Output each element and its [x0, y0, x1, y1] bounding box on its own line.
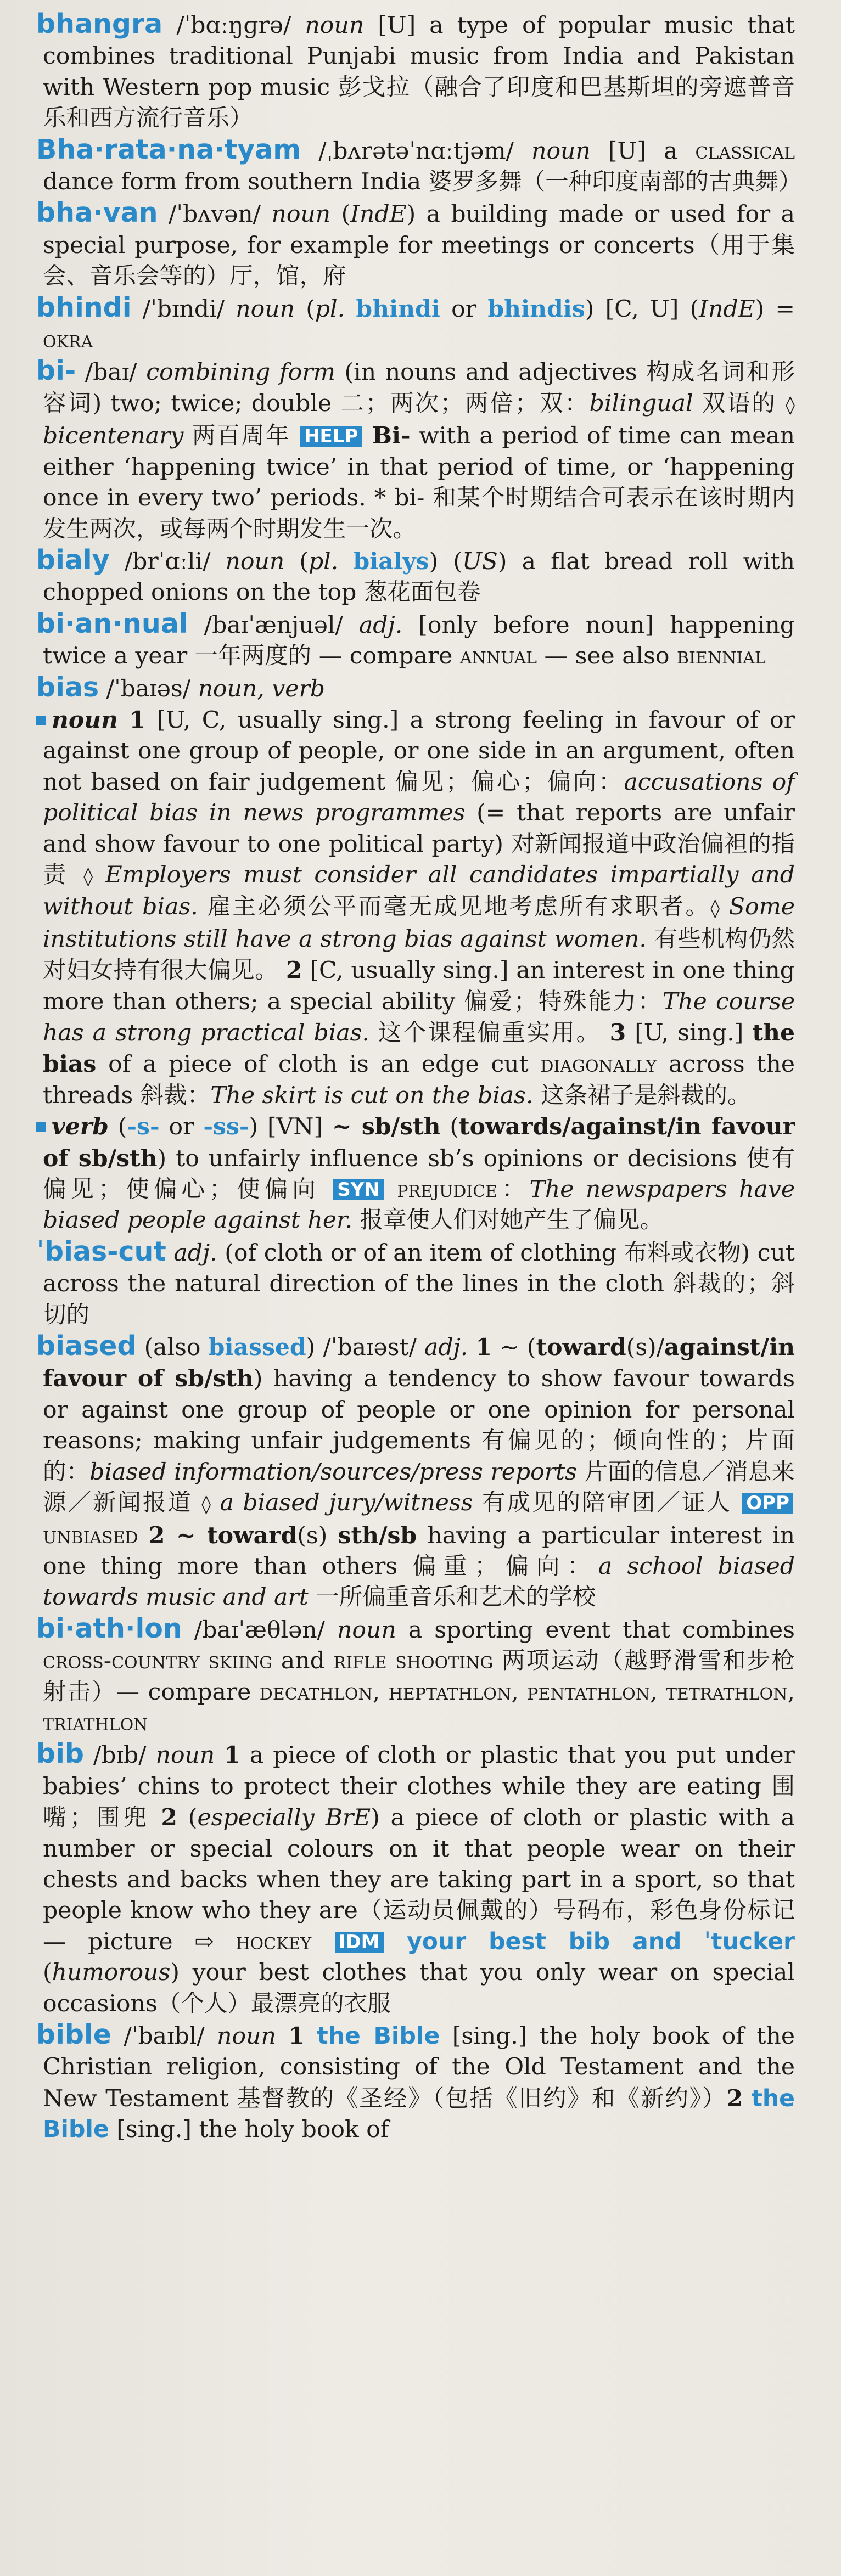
entry-text: ) your best clothes that you only wear on special occasions（个人）最漂亮的衣服	[43, 1959, 795, 2017]
entry-text: a sporting event that combines	[396, 1616, 795, 1644]
entry-text	[138, 1522, 149, 1549]
entry-text: or	[159, 1113, 204, 1141]
dictionary-entry	[36, 197, 795, 292]
headword: bib	[36, 1738, 84, 1770]
dictionary-entry	[36, 1738, 795, 2020]
entry-text	[166, 1240, 174, 1267]
entry-text: [U, sing.]	[626, 1020, 753, 1047]
entry-text: 这个课程偏重实用。	[369, 1020, 610, 1047]
entry-text: (in nouns and adjectives 构成名词和形容词) two; twice; double 二；两次；两倍；双：	[43, 359, 795, 417]
variant-form: bhindi	[356, 295, 440, 323]
entry-text: ) a building made or used for a special purpose, for example for meetings or concerts（用于集会、音乐会等的）厅，馆，府	[43, 201, 795, 290]
entry-text: noun	[225, 548, 285, 575]
headword: bi·ath·lon	[36, 1612, 182, 1644]
entry-text: accusations of political bias in news programmes	[43, 768, 795, 827]
entry-text: noun	[155, 1742, 215, 1769]
entry-text	[345, 296, 356, 323]
dictionary-entry	[36, 671, 795, 705]
entry-text: (	[43, 1959, 52, 1987]
variant-form: -s-	[127, 1113, 160, 1141]
headword: bhangra	[36, 8, 163, 40]
entry-text: combining form	[146, 359, 335, 386]
entry-text: IndE	[350, 201, 407, 228]
entry-text: (	[177, 1804, 198, 1832]
entry-text: [sing.] the holy book of the Christian religion, consisting of the Old Testament and the New Testament 基督教的《圣经》（包括《旧约》和《新约》）	[43, 2023, 795, 2112]
entry-text: The skirt is cut on the bias.	[210, 1082, 534, 1109]
entry-text: noun	[236, 295, 295, 323]
entry-text: sth/sb	[338, 1521, 417, 1549]
variant-form: -ss-	[203, 1113, 249, 1141]
cross-reference: cross-country skiing	[43, 1647, 273, 1675]
dictionary-entry	[36, 1612, 795, 1739]
entry-text: /baɪ/	[76, 359, 147, 386]
entry-text: noun	[52, 706, 119, 734]
label-tag: IDM	[335, 1932, 384, 1953]
entry-text: noun	[217, 2023, 276, 2050]
entry-text: having a particular interest in one thing more than others 偏重；偏向：	[43, 1522, 795, 1580]
entry-text: [U] a	[590, 137, 696, 165]
headword: bialy	[36, 544, 110, 576]
entry-text: ) a flat bread roll with chopped onions on the top 葱花面包卷	[43, 548, 795, 606]
entry-text	[743, 2085, 752, 2112]
entry-text: 一所偏重音乐和艺术的学校	[308, 1584, 596, 1611]
entry-text: pl.	[308, 548, 339, 575]
entry-text: toward	[536, 1334, 626, 1362]
entry-text: 这条裙子是斜裁的。	[533, 1082, 751, 1109]
entry-text: Some institutions still have a strong bias against women.	[43, 893, 795, 953]
dictionary-entry	[43, 705, 795, 1111]
entry-text: and	[272, 1647, 334, 1675]
entry-text: ◊	[83, 865, 93, 887]
entry-text: noun, verb	[198, 675, 325, 702]
entry-text: ~ sb/sth	[332, 1113, 441, 1141]
entry-text: [U] a type of popular music that combines traditional Punjabi music from India and Pakistan with Western pop music 彭戈拉（融合了印度和巴基斯坦的旁遮普音乐和西方流行音乐）	[43, 12, 795, 132]
entry-text	[214, 1928, 236, 1955]
entry-text	[305, 2023, 317, 2050]
entry-text: 2	[285, 957, 302, 985]
entry-text: (	[284, 548, 309, 575]
cross-reference: rifle shooting	[333, 1647, 494, 1675]
entry-text: a piece of cloth or plastic that you put under babies’ chins to protect their clothes while they are eating 围嘴；围兜	[43, 1742, 795, 1832]
dictionary-entry	[36, 133, 802, 198]
entry-text: especially BrE	[197, 1804, 371, 1832]
entry-text: ) [C, U] (	[585, 295, 699, 323]
dictionary-entry	[36, 1330, 795, 1613]
sense-marker-square	[36, 1122, 46, 1132]
entry-text: (	[108, 1113, 127, 1141]
entry-text: ：	[497, 1176, 530, 1203]
entry-text: (s)/	[626, 1334, 665, 1362]
cross-reference: biennial	[677, 643, 766, 670]
entry-text: /baɪˈæθlən/	[182, 1616, 338, 1644]
entry-text	[338, 548, 353, 575]
entry-text: 雇主必须公平而毫无成见地考虑所有求职者。	[198, 893, 711, 921]
entry-text: bilingual	[589, 390, 693, 417]
variant-form: bialys	[353, 547, 429, 575]
entry-text: [only before noun] happening twice a year 一年两度的 — compare	[43, 611, 795, 670]
entry-text: a school biased towards music and art	[43, 1553, 795, 1611]
entry-text	[93, 862, 105, 888]
entry-text: ◊	[786, 393, 795, 416]
entry-text: 片面的信息／消息来源／新闻报道	[43, 1458, 795, 1517]
dictionary-entry	[36, 8, 795, 134]
entry-text: 1	[129, 706, 146, 734]
entry-text: noun	[531, 137, 591, 165]
entry-text: humorous	[52, 1959, 171, 1987]
headword: bible	[36, 2019, 111, 2050]
headword: bhindi	[36, 291, 132, 323]
headword: biased	[36, 1330, 137, 1362]
entry-text: — see also	[537, 643, 677, 670]
entry-text: with a period of time can mean either ‘happening twice’ in that period of time, or ‘happening once in every two’ periods. * bi- 和某个时期结合可表示在该时期内发生两次，或每两个时期发生一次。	[43, 423, 795, 543]
headword: bha·van	[36, 197, 158, 229]
entry-text: 3	[609, 1019, 626, 1047]
entry-text: 2 ~ toward	[148, 1521, 298, 1549]
dictionary-entry	[36, 291, 795, 356]
entry-text	[363, 423, 372, 449]
cross-reference: okra	[43, 327, 93, 354]
dictionary-entry	[43, 1111, 795, 1236]
entry-text: (s)	[297, 1522, 338, 1549]
entry-text: 报章使人们对她产生了偏见。	[352, 1207, 664, 1234]
entry-text: /ˈbɪndi/	[131, 295, 236, 323]
entry-text: /ˈbaɪəs/	[99, 675, 198, 702]
entry-text: adj.	[173, 1239, 217, 1267]
entry-text: (also	[136, 1334, 209, 1362]
variant-form: your best bib and ˈtucker	[407, 1928, 795, 1955]
entry-text	[385, 1176, 397, 1203]
label-tag: SYN	[333, 1179, 384, 1200]
label-tag: OPP	[742, 1493, 793, 1514]
entry-text: 有成见的陪审团／证人	[473, 1489, 741, 1517]
dictionary-entry	[36, 355, 795, 544]
entry-text: US	[462, 548, 498, 575]
entry-text: The newspapers have biased people against her.	[43, 1176, 795, 1234]
sense-marker-square	[36, 716, 46, 725]
entry-text: adj.	[358, 611, 403, 639]
dictionary-entry	[36, 544, 795, 609]
entry-text: the bias	[43, 1019, 795, 1078]
entry-text: (= that reports are unfair and show favour to one political party) 对新闻报道中政治偏袒的指责	[43, 800, 795, 888]
entry-text: pl.	[315, 295, 345, 323]
entry-text: ) [VN]	[249, 1113, 333, 1141]
entry-text: ◊	[201, 1493, 211, 1516]
entry-text: 双语的	[693, 390, 786, 417]
entry-text	[385, 1928, 407, 1955]
entry-text: ) =	[755, 295, 795, 323]
entry-text: 有些机构仍然对妇女持有很大偏见。	[43, 925, 795, 985]
entry-text: ) (	[429, 548, 462, 575]
entry-text	[215, 1742, 224, 1769]
entry-text: or	[440, 295, 488, 323]
entry-text: across the threads 斜裁：	[43, 1051, 795, 1109]
entry-text: 两项运动（越野滑雪和步枪射击）— compare	[43, 1647, 795, 1706]
dictionary-entry	[36, 2019, 795, 2146]
entry-text: ) a piece of cloth or plastic with a number or special colours on it that people wear on their chests and backs when they are taking part in a sport, so that people know who they are（运动员佩戴的）号码布，彩色身份标记 — picture	[43, 1804, 795, 1955]
headword: Bha·rata·na·tyam	[36, 133, 301, 165]
entry-text	[276, 2023, 288, 2050]
cross-reference: hockey	[236, 1928, 312, 1955]
variant-form: bhindis	[487, 295, 585, 323]
headword: bi-	[36, 355, 76, 387]
entry-text: /baɪˈænjuəl/	[188, 611, 359, 639]
entry-text: (	[440, 1113, 459, 1141]
entry-text: 两百周年	[183, 423, 299, 450]
variant-form: the Bible	[317, 2023, 440, 2050]
entry-text: IndE	[699, 295, 755, 323]
entry-text: bicentenary	[43, 423, 184, 450]
entry-text: ) /ˈbaɪəst/	[306, 1334, 425, 1362]
entry-text: [C, usually sing.] an interest in one thing more than others; a special ability 偏爱；特殊能力：	[43, 957, 795, 1015]
variant-form: the Bible	[43, 2085, 795, 2144]
entry-text	[118, 707, 129, 734]
entry-text	[720, 893, 729, 920]
entry-text: /brˈɑːli/	[109, 548, 226, 575]
entry-text	[468, 1334, 475, 1361]
entry-text: /ˈbɑːŋɡrə/	[162, 12, 305, 39]
cross-reference: annual	[459, 643, 537, 670]
entry-text: [U, C, usually sing.] a strong feeling in favour of or against one group of people, or one side in an argument, often not based on fair judgement 偏见；偏心；偏向：	[43, 706, 795, 796]
entry-text: 1	[288, 2022, 305, 2050]
entry-text: biased information/sources/press reports	[89, 1458, 577, 1486]
entry-text: noun	[271, 201, 331, 228]
entry-text: ◊	[710, 897, 720, 920]
cross-reference: classical	[695, 137, 795, 165]
dictionary-entry	[36, 608, 795, 672]
entry-text: 2	[161, 1804, 177, 1832]
entry-text: adj.	[424, 1334, 468, 1362]
dictionary-entry	[36, 1235, 795, 1331]
entry-text: dance form from southern India 婆罗多舞（一种印度南部的古典舞）	[43, 168, 802, 196]
entry-text: ⇨	[194, 1928, 214, 1955]
cross-reference: unbiased	[43, 1522, 138, 1549]
entry-text: against/in favour of sb/sth	[43, 1334, 795, 1393]
variant-form: biassed	[208, 1334, 306, 1362]
cross-reference: decathlon, heptathlon, pentathlon, tetrathlon, triathlon	[43, 1678, 795, 1736]
entry-text: /bɪb/	[83, 1742, 156, 1769]
entry-text: ~ (	[492, 1334, 536, 1362]
entry-text: 2	[726, 2084, 743, 2112]
headword: bi·an·nual	[36, 608, 188, 639]
entry-text: 1	[475, 1334, 492, 1362]
entry-text: of a piece of cloth is an edge cut	[96, 1051, 541, 1078]
entry-text: noun	[337, 1616, 396, 1644]
entry-text: noun	[305, 12, 365, 39]
label-tag: HELP	[300, 426, 362, 447]
entry-text: /ˌbʌrətəˈnɑːtjəm/	[301, 137, 532, 165]
entry-text	[211, 1489, 220, 1516]
entry-text: Bi-	[372, 422, 411, 450]
entry-text: towards/against/in favour of sb/sth	[43, 1113, 795, 1172]
entry-text: a biased jury/witness	[220, 1489, 473, 1517]
entry-text: ) to unfairly influence sb’s opinions or decisions 使有偏见；使偏心；使偏向	[43, 1145, 795, 1203]
entry-text: The course has a strong practical bias.	[43, 988, 795, 1047]
entry-text: (	[330, 201, 351, 228]
entry-text: (of cloth or of an item of clothing 布料或衣物) cut across the natural direction of the lines in the cloth 斜裁的；斜切的	[43, 1239, 795, 1329]
cross-reference: prejudice	[397, 1176, 498, 1203]
entry-text: [sing.] the holy book of	[109, 2116, 389, 2144]
headword: ˈbias-cut	[36, 1235, 166, 1267]
entry-text: (	[295, 295, 315, 323]
cross-reference: diagonally	[540, 1051, 657, 1078]
entry-text: 1	[224, 1741, 240, 1769]
entry-text: Employers must consider all candidates impartially and without bias.	[43, 861, 795, 921]
entry-text: verb	[52, 1113, 109, 1141]
entry-text: ) having a tendency to show favour towards or against one group of people or one opinion for personal reasons; making unfair judgements 有偏见的；倾向性的；片面的：	[43, 1365, 795, 1486]
entry-text: /ˈbʌvən/	[158, 201, 272, 228]
headword: bias	[36, 671, 99, 703]
entry-text: /ˈbaɪbl/	[111, 2023, 217, 2050]
entry-text	[311, 1928, 333, 1955]
